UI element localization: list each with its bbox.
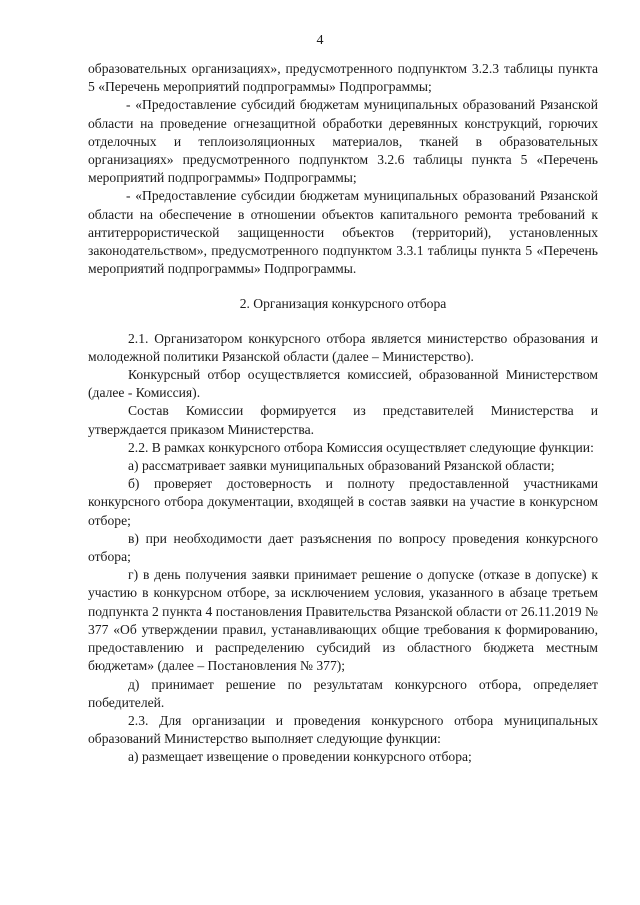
paragraph-list-item: б) проверяет достоверность и полноту предоставленной участниками конкурсного отбора документации, входящей в состав заявки на участие в конкурсном отборе; [88,476,598,528]
paragraph: Состав Комиссии формируется из представителей Министерства и утверждается приказом Министерства. [88,403,598,437]
paragraph-list-item: - «Предоставление субсидий бюджетам муниципальных образований Рязанской области на проведение огнезащитной обработки деревянных конструкций, горючих отделочных и теплоизоляционных материалов, тканей в образовательных организациях» предусмотренного подпунктом 3.2.6 таблицы пункта 5 «Перечень мероприятий подпрограммы» Подпрограммы; [88,97,598,186]
paragraph: Конкурсный отбор осуществляется комиссией, образованной Министерством (далее - Комиссия). [88,367,598,401]
paragraph: 2.3. Для организации и проведения конкурсного отбора муниципальных образований Министерство выполняет следующие функции: [88,712,598,747]
page-number: 4 [316,33,324,48]
paragraph-list-item: в) при необходимости дает разъяснения по вопросу проведения конкурсного отбора; [88,530,598,565]
paragraph-list-item: д) принимает решение по результатам конкурсного отбора, определяет победителей. [88,676,598,710]
paragraph-list-item: - «Предоставление субсидии бюджетам муниципальных образований Рязанской области на обеспечение в отношении объектов капитального ремонта требований к антитеррористической защищенности объектов (территорий), установленных законодательством», предусмотренного подпунктом 3.3.1 таблицы пункта 5 «Перечень мероприятий подпрограммы» Подпрограммы. [88,188,598,277]
paragraph-list-item: а) размещает извещение о проведении конкурсного отбора; [128,749,472,765]
paragraph: 2.2. В рамках конкурсного отбора Комиссия осуществляет следующие функции: [128,439,594,455]
document-body [88,60,598,767]
paragraph-continuation: образовательных организациях», предусмотренного подпунктом 3.2.3 таблицы пункта 5 «Перечень мероприятий подпрограммы» Подпрограммы; [88,61,598,95]
section-heading: 2. Организация конкурсного отбора [239,296,447,312]
paragraph-list-item: г) в день получения заявки принимает решение о допуске (отказе в допуске) к участию в конкурсном отборе, за исключением условия, указанного в абзаце третьем подпункта 2 пункта 4 постановления Правительства Рязанской области от 26.11.2019 № 377 «Об утверждении правил, устанавливающих общие требования к формированию, предоставлению и распределению субсидий из областного бюджета местным бюджетам» (далее – Постановления № 377); [88,567,598,674]
paragraph-list-item: а) рассматривает заявки муниципальных образований Рязанской области; [128,458,555,474]
paragraph: 2.1. Организатором конкурсного отбора является министерство образования и молодежной политики Рязанской области (далее – Министерство). [88,330,598,364]
